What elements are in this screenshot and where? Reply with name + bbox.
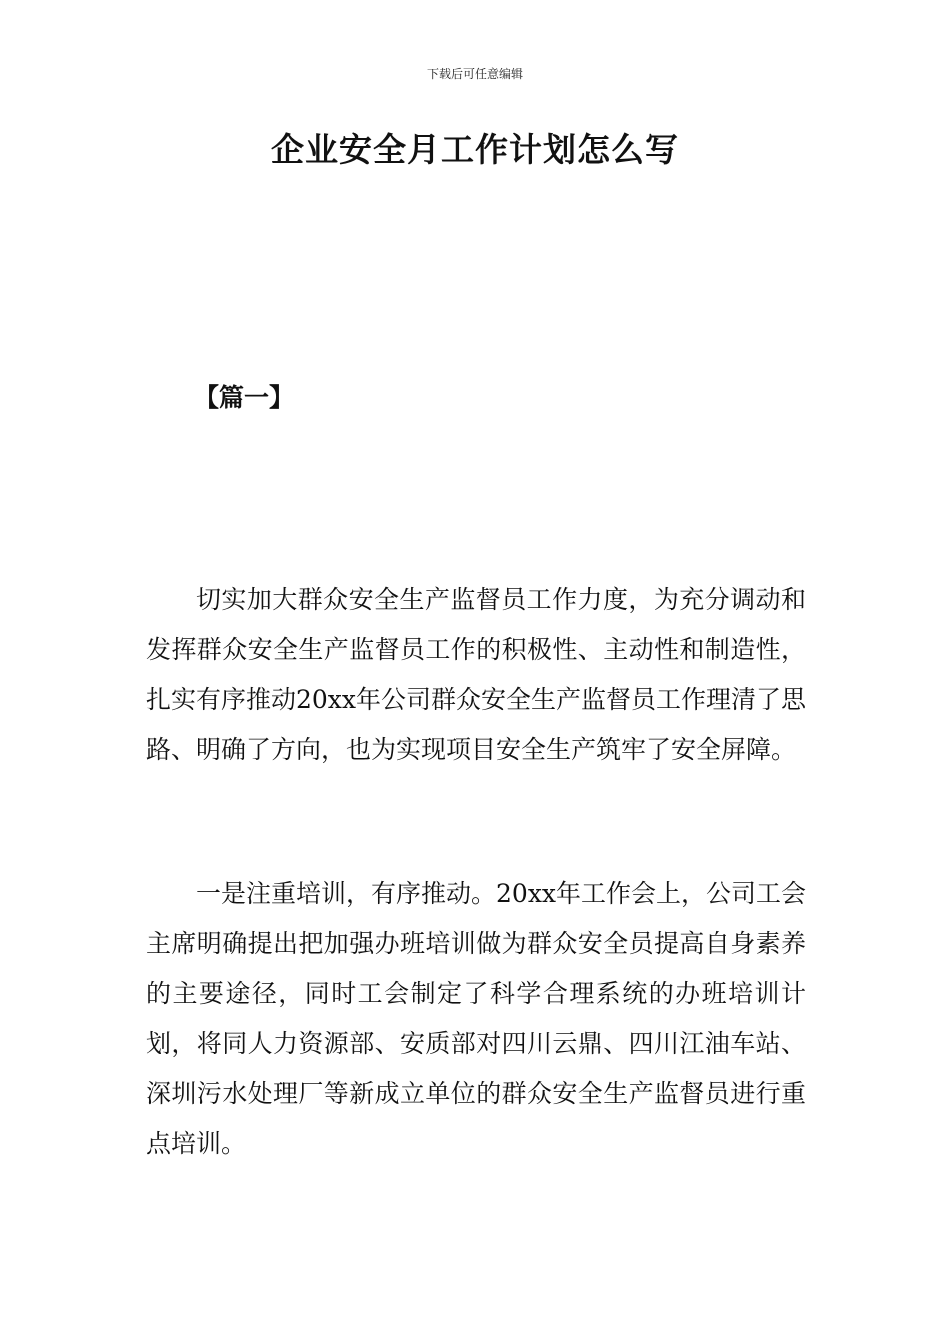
paragraph-2: 一是注重培训，有序推动。20xx年工作会上，公司工会主席明确提出把加强办班培训做为群众安全员提高自身素养的主要途径，同时工会制定了科学合理系统的办班培训计划，将同人力资源部、安质部对四川云鼎、四川江油车站、深圳污水处理厂等新成立单位的群众安全生产监督员进行重点培训。 (146, 879, 807, 1158)
document-title: 企业安全月工作计划怎么写 (271, 130, 679, 169)
header-note: 下载后可任意编辑 (426, 67, 523, 81)
paragraph-1: 切实加大群众安全生产监督员工作力度，为充分调动和发挥群众安全生产监督员工作的积极性、主动性和制造性，扎实有序推动20xx年公司群众安全生产监督员工作理清了思路、明确了方向，也为实现项目安全生产筑牢了安全屏障。 (146, 585, 807, 764)
section-label: 【篇一】 (194, 383, 295, 412)
